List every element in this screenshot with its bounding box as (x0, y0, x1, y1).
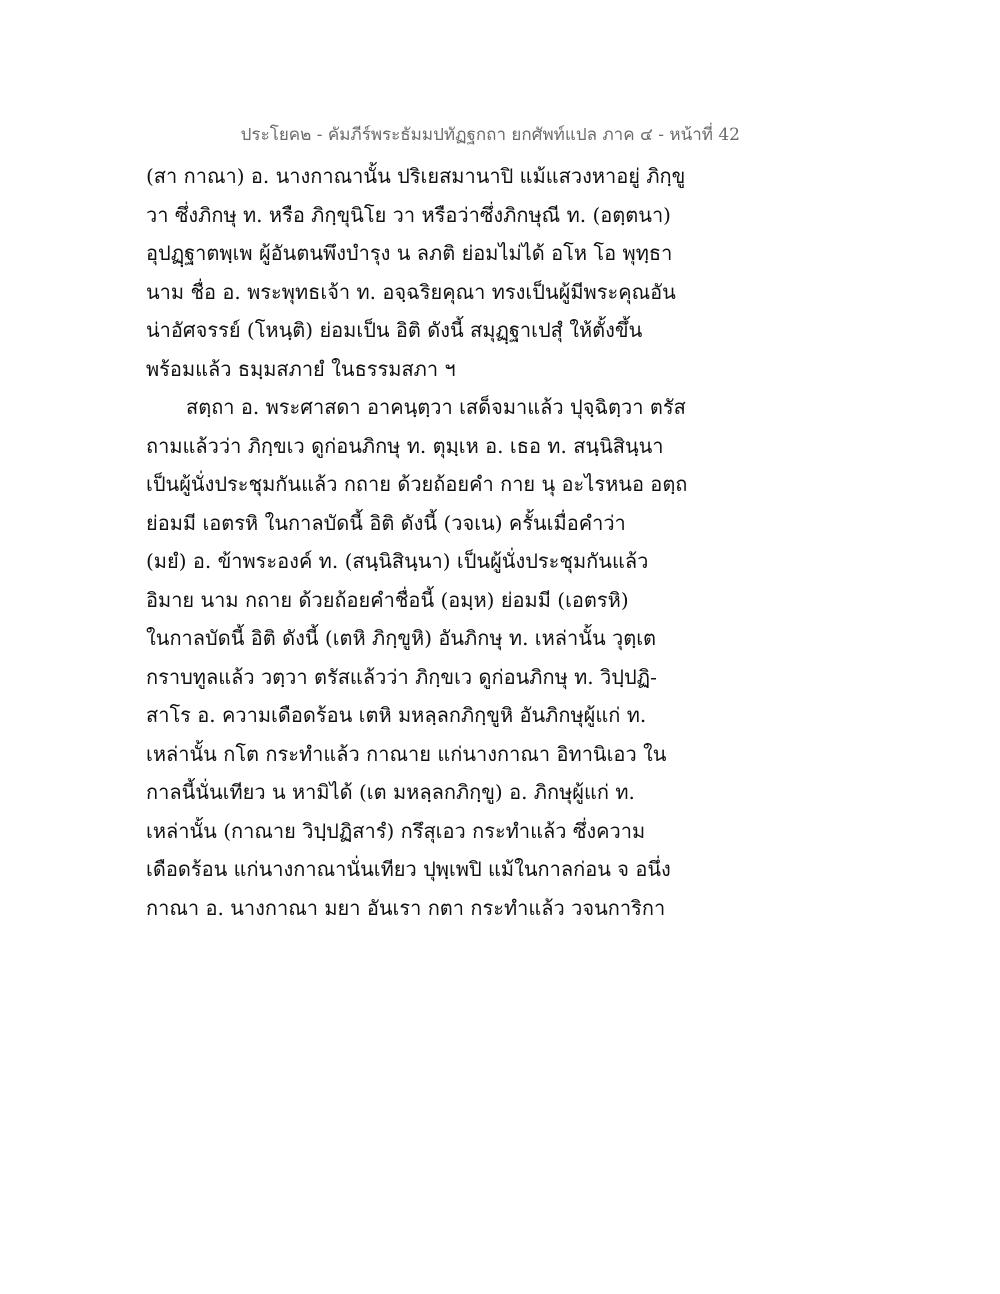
text-line: เหล่านั้น กโต กระทำแล้ว กาณาย แก่นางกาณา อิทานิเอว ใน (146, 741, 667, 766)
text-line: กาลนี้นั่นเทียว น หามิได้ (เต มหลฺลกภิกฺขู) อ. ภิกษุผู้แก่ ท. (146, 780, 635, 804)
text-line: เหล่านั้น (กาณาย วิปฺปฏิสารํ) กรึสุเอว กระทำแล้ว ซึ่งความ (146, 818, 646, 843)
text-line: กาณา อ. นางกาณา มยา อันเรา กตา กระทำแล้ว วจนการิกา (146, 895, 666, 920)
text-line: น่าอัศจรรย์ (โหนฺติ) ย่อมเป็น อิติ ดังนี้ สมุฏฺฐาเปสุํ ให้ตั้งขึ้น (146, 318, 643, 342)
text-line: ถามแล้วว่า ภิกฺขเว ดูก่อนภิกษุ ท. ตุมฺเห อ. เธอ ท. สนฺนิสินฺนา (146, 433, 664, 458)
text-line: อุปฏฺฐาตพฺเพ ผู้อันตนพึงบำรุง น ลภติ ย่อมไม่ได้ อโห โอ พุทฺธา (146, 241, 673, 265)
text-line: ย่อมมี เอตรหิ ในกาลบัดนี้ อิติ ดังนี้ (วจเน) ครั้นเมื่อคำว่า (146, 510, 626, 535)
text-line: นาม ชื่อ อ. พระพุทธเจ้า ท. อจฺฉริยคุณา ทรงเป็นผู้มีพระคุณอัน (146, 279, 676, 304)
text-line: (มยํ) อ. ข้าพระองค์ ท. (สนฺนิสินฺนา) เป็นผู้นั่งประชุมกันแล้ว (146, 549, 649, 573)
text-line: (สา กาณา) อ. นางกาณานั้น ปริเยสมานาปิ แม้แสวงหาอยู่ ภิกฺขู (146, 164, 686, 188)
text-line: เดือดร้อน แก่นางกาณานั่นเทียว ปุพฺเพปิ แม้ในกาลก่อน จ อนึ่ง (146, 857, 671, 881)
paragraph-start-line: สตฺถา อ. พระศาสดา อาคนฺตฺวา เสด็จมาแล้ว ปุจฺฉิตฺวา ตรัส (186, 395, 686, 419)
text-line: วา ซึ่งภิกษุ ท. หรือ ภิกฺขุนิโย วา หรือว่าซึ่งภิกษุณี ท. (อตฺตนา) (146, 202, 671, 227)
running-header: ประโยค๒ - คัมภีร์พระธัมมปทัฏฐกถา ยกศัพท์แปล ภาค ๔ - หน้าที่ 42 (240, 125, 740, 145)
text-line: เป็นผู้นั่งประชุมกันแล้ว กถาย ด้วยถ้อยคำ กาย นุ อะไรหนอ อตฺถ (146, 472, 688, 496)
text-line: กราบทูลแล้ว วตฺวา ตรัสแล้วว่า ภิกฺขเว ดูก่อนภิกษุ ท. วิปฺปฏิ- (146, 664, 657, 689)
text-line: พร้อมแล้ว ธมฺมสภายํ ในธรรมสภา ฯ (146, 356, 456, 381)
text-line: อิมาย นาม กถาย ด้วยถ้อยคำชื่อนี้ (อมฺห) ย่อมมี (เอตรหิ) (146, 587, 629, 612)
body-text (146, 157, 706, 927)
text-line: สาโร อ. ความเดือดร้อน เตหิ มหลฺลกภิกฺขูหิ อันภิกษุผู้แก่ ท. (146, 703, 647, 727)
text-line: ในกาลบัดนี้ อิติ ดังนี้ (เตหิ ภิกฺขูหิ) อันภิกษุ ท. เหล่านั้น วุตฺเต (146, 626, 657, 650)
